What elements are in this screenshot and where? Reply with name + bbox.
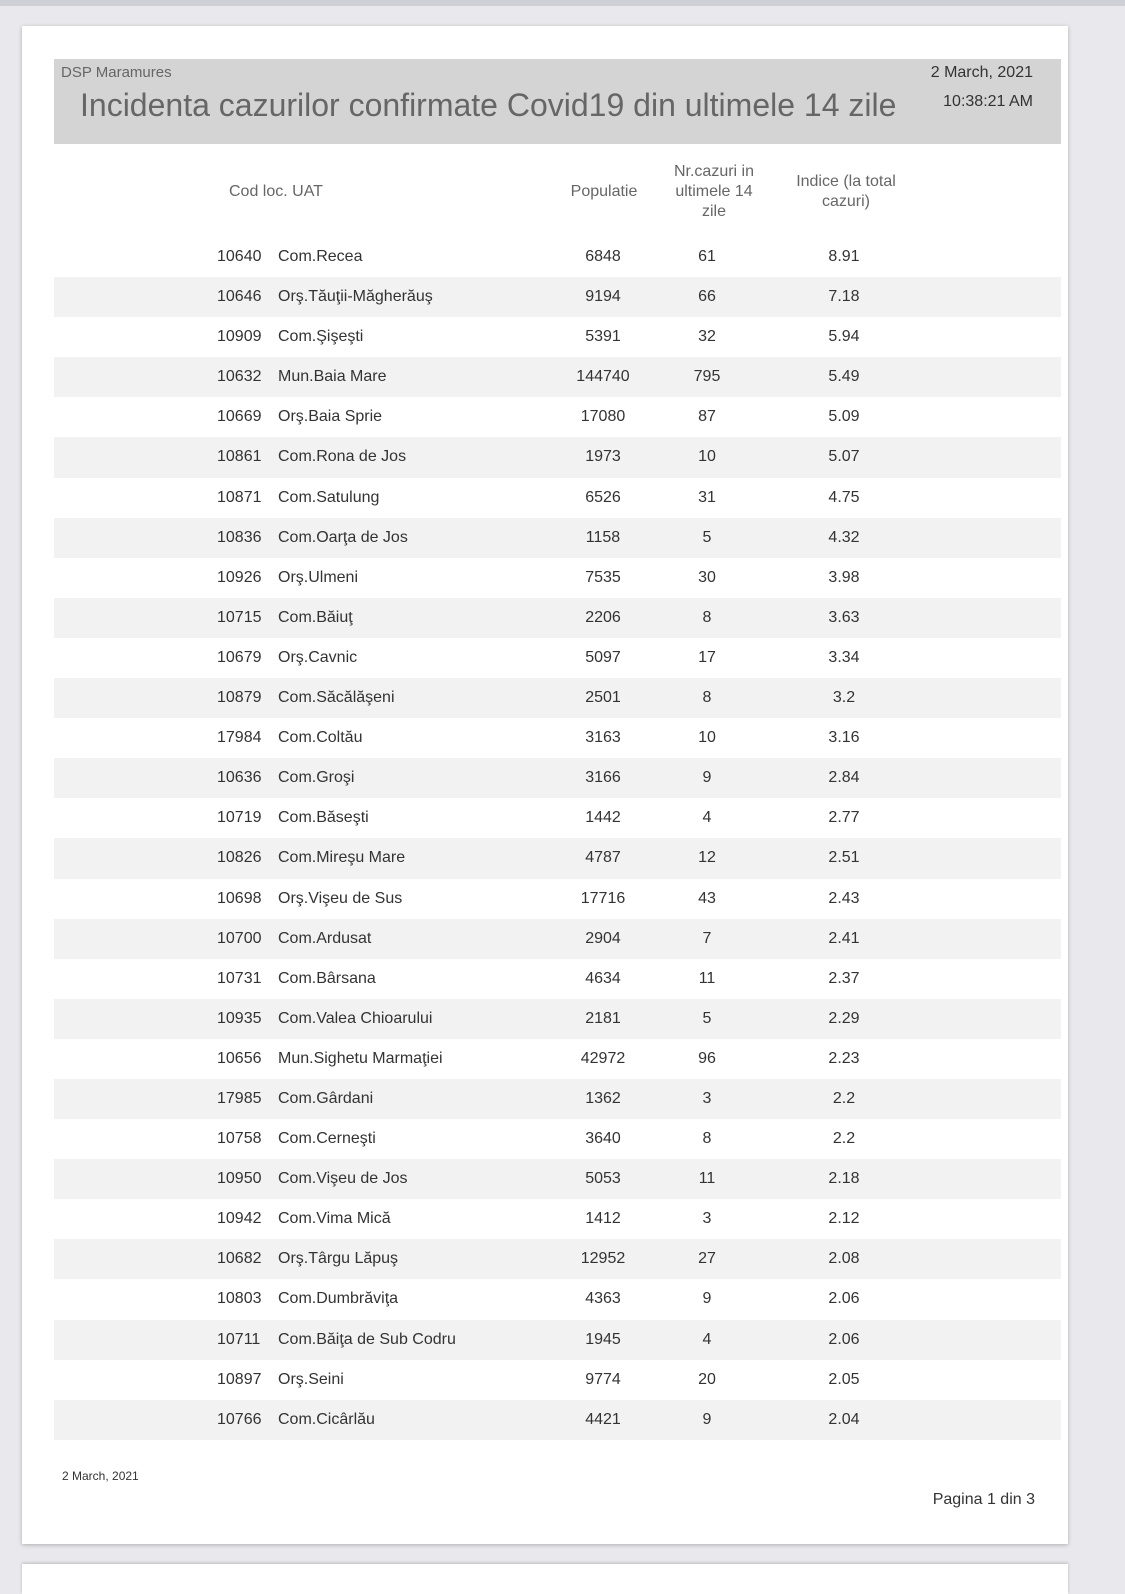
report-header [54,59,1061,144]
cell-cod: 10826 [217,849,262,867]
cell-locality: Orş.Tăuţii-Măgherăuş [278,288,433,306]
table-row [54,397,1061,437]
table-row [54,638,1061,678]
cell-nr-cazuri: 61 [698,248,716,265]
cell-indice: 2.84 [828,769,860,787]
cell-locality: Com.Bârsana [278,969,376,987]
cell-cod: 10669 [217,408,262,426]
viewer-top-edge [0,0,1125,6]
cell-indice: 2.18 [828,1170,860,1188]
table-row [54,838,1061,878]
cell-cod: 10632 [217,368,262,386]
cell-locality: Mun.Baia Mare [278,368,387,386]
cell-populatie: 9774 [585,1370,621,1388]
cell-indice: 3.34 [828,648,860,666]
cell-indice: 2.06 [828,1290,860,1308]
cell-nr-cazuri: 8 [702,1130,712,1148]
table-row [54,1239,1061,1279]
cell-locality: Com.Oarţa de Jos [278,528,408,546]
cell-locality: Com.Mireşu Mare [278,849,406,867]
cell-nr-cazuri: 32 [698,328,716,346]
cell-nr-cazuri: 20 [698,1370,716,1388]
cell-populatie: 17080 [580,408,626,426]
cell-locality: Orş.Cavnic [278,648,358,666]
cell-cod: 10698 [217,889,262,907]
cell-indice: 2.12 [828,1210,860,1228]
cell-indice: 2.2 [832,1130,856,1148]
cell-populatie: 3166 [585,769,621,787]
cell-locality: Orş.Ulmeni [278,568,359,586]
table-row [54,1279,1061,1319]
table-row [54,1119,1061,1159]
cell-nr-cazuri: 12 [698,849,716,867]
table-row [54,1199,1061,1239]
cell-nr-cazuri: 9 [702,769,712,787]
cell-cod: 10758 [217,1130,262,1148]
cell-locality: Com.Recea [278,248,363,265]
cell-indice: 2.23 [828,1049,860,1067]
cell-nr-cazuri: 30 [698,568,716,586]
table-row [54,919,1061,959]
cell-locality: Orş.Seini [278,1370,344,1388]
cell-indice: 8.91 [828,248,860,265]
cell-cod: 10636 [217,769,262,787]
cell-nr-cazuri: 4 [702,1330,712,1348]
cell-populatie: 2501 [585,689,621,707]
cell-cod: 10682 [217,1250,262,1268]
cell-locality: Com.Valea Chioarului [278,1009,433,1027]
cell-cod: 10646 [217,288,262,306]
header-time: 10:38:21 AM [943,93,1033,110]
column-header-indice-line2: cazuri) [821,193,870,210]
cell-indice: 3.63 [828,608,860,626]
cell-populatie: 2904 [585,929,621,947]
next-page-edge [22,1564,1068,1594]
column-header-indice-line1: Indice (la total [796,173,896,190]
table-row [54,598,1061,638]
cell-locality: Com.Vima Mică [278,1210,391,1228]
cell-populatie: 3640 [585,1130,621,1148]
cell-locality: Com.Băiţa de Sub Codru [278,1330,456,1348]
cell-populatie: 4363 [585,1290,621,1308]
cell-populatie: 144740 [576,368,630,386]
cell-indice: 7.18 [828,288,860,306]
cell-cod: 10640 [217,248,262,265]
table-row [54,237,1061,277]
table-row [54,798,1061,838]
cell-locality: Com.Gârdani [278,1089,374,1107]
cell-nr-cazuri: 10 [698,448,716,466]
cell-cod: 10766 [217,1410,262,1428]
table-row [54,1039,1061,1079]
column-header-nr-cazuri [659,162,769,222]
cell-locality: Com.Coltău [278,729,363,747]
cell-nr-cazuri: 9 [702,1290,712,1308]
cell-populatie: 4421 [585,1410,621,1428]
cell-cod: 10679 [217,648,262,666]
cell-locality: Com.Cicârlău [278,1410,375,1428]
column-header-nr-line1: Nr.cazuri in [673,163,755,180]
cell-cod: 10715 [217,608,262,626]
cell-indice: 3.2 [832,689,856,707]
table-row [54,1079,1061,1119]
cell-nr-cazuri: 11 [698,969,716,987]
cell-nr-cazuri: 3 [702,1210,712,1228]
cell-indice: 2.08 [828,1250,860,1268]
table-row [54,558,1061,598]
cell-indice: 2.29 [828,1009,860,1027]
cell-populatie: 1945 [585,1330,621,1348]
cell-locality: Orş.Vişeu de Sus [278,889,403,907]
cell-nr-cazuri: 66 [698,288,716,306]
cell-indice: 4.32 [828,528,860,546]
cell-nr-cazuri: 31 [698,488,716,506]
cell-cod: 10803 [217,1290,262,1308]
cell-locality: Com.Săcălăşeni [278,689,395,707]
page-number: Pagina 1 din 3 [932,1491,1035,1508]
cell-populatie: 2181 [585,1009,621,1027]
cell-indice: 5.09 [828,408,860,426]
cell-cod: 17985 [217,1089,262,1107]
table-row [54,999,1061,1039]
cell-populatie: 3163 [585,729,621,747]
cell-locality: Com.Rona de Jos [278,448,407,466]
table-row [54,437,1061,477]
report-title: Incidenta cazurilor confirmate Covid19 din ultimele 14 zile [80,87,897,123]
cell-nr-cazuri: 8 [702,608,712,626]
cell-locality: Com.Satulung [278,488,380,506]
table-row [54,1159,1061,1199]
cell-nr-cazuri: 11 [698,1170,716,1188]
table-row [54,678,1061,718]
cell-cod: 10897 [217,1370,262,1388]
cell-populatie: 5053 [585,1170,621,1188]
cell-nr-cazuri: 5 [702,528,712,546]
cell-nr-cazuri: 17 [698,648,716,666]
cell-populatie: 1412 [585,1210,621,1228]
cell-indice: 3.98 [828,568,860,586]
table-row [54,478,1061,518]
cell-locality: Com.Băiuţ [278,608,353,626]
table-row [54,277,1061,317]
table-row [54,1360,1061,1400]
cell-cod: 10942 [217,1210,262,1228]
table-row [54,959,1061,999]
cell-nr-cazuri: 5 [702,1009,712,1027]
cell-nr-cazuri: 9 [702,1410,712,1428]
header-date: 2 March, 2021 [930,64,1033,81]
cell-nr-cazuri: 96 [698,1049,716,1067]
cell-populatie: 5391 [585,328,621,346]
cell-populatie: 6848 [585,248,621,265]
table-row [54,1320,1061,1360]
table-row [54,718,1061,758]
cell-populatie: 2206 [585,608,621,626]
table-row [54,317,1061,357]
cell-locality: Com.Groşi [278,769,355,787]
cell-cod: 10731 [217,969,262,987]
cell-indice: 5.94 [828,328,860,346]
cell-cod: 10909 [217,328,262,346]
cell-indice: 2.43 [828,889,860,907]
cell-populatie: 7535 [585,568,621,586]
footer-date: 2 March, 2021 [62,1469,139,1483]
incidence-table [54,237,1061,1440]
cell-indice: 5.07 [828,448,860,466]
cell-locality: Com.Ardusat [278,929,372,947]
cell-cod: 10935 [217,1009,262,1027]
cell-cod: 10861 [217,448,262,466]
cell-populatie: 4634 [585,969,621,987]
cell-indice: 5.49 [828,368,860,386]
cell-cod: 17984 [217,729,262,747]
report-page [22,26,1068,1544]
cell-indice: 2.2 [832,1089,856,1107]
cell-populatie: 1158 [585,528,621,546]
cell-nr-cazuri: 7 [702,929,712,947]
cell-populatie: 1442 [585,809,621,827]
column-header-nr-line3: zile [701,203,726,220]
cell-locality: Com.Şişeşti [278,328,364,346]
cell-indice: 2.77 [828,809,860,827]
cell-populatie: 9194 [585,288,621,306]
cell-indice: 4.75 [828,488,860,506]
cell-nr-cazuri: 27 [698,1250,716,1268]
cell-locality: Com.Băseşti [278,809,369,827]
cell-indice: 2.05 [828,1370,860,1388]
cell-indice: 2.04 [828,1410,860,1428]
cell-locality: Mun.Sighetu Marmaţiei [278,1049,443,1067]
table-row [54,758,1061,798]
cell-cod: 10926 [217,568,262,586]
cell-locality: Orş.Târgu Lăpuş [278,1250,399,1268]
column-header-indice [782,172,910,212]
cell-populatie: 4787 [585,849,621,867]
cell-cod: 10719 [217,809,262,827]
cell-populatie: 12952 [580,1250,626,1268]
cell-populatie: 1362 [585,1089,621,1107]
column-header-nr-line2: ultimele 14 [675,183,753,200]
cell-cod: 10871 [217,488,262,506]
cell-nr-cazuri: 795 [693,368,721,386]
table-row [54,357,1061,397]
cell-populatie: 6526 [585,488,621,506]
table-row [54,518,1061,558]
cell-cod: 10700 [217,929,262,947]
cell-indice: 2.37 [828,969,860,987]
cell-nr-cazuri: 87 [698,408,716,426]
cell-cod: 10711 [217,1330,261,1348]
cell-locality: Com.Cerneşti [278,1130,376,1148]
cell-nr-cazuri: 4 [702,809,712,827]
cell-populatie: 42972 [580,1049,626,1067]
cell-indice: 2.51 [828,849,860,867]
cell-indice: 2.06 [828,1330,860,1348]
cell-cod: 10879 [217,689,262,707]
cell-nr-cazuri: 10 [698,729,716,747]
cell-nr-cazuri: 8 [702,689,712,707]
table-row [54,879,1061,919]
cell-locality: Com.Vişeu de Jos [278,1170,408,1188]
cell-nr-cazuri: 3 [702,1089,712,1107]
cell-populatie: 5097 [585,648,621,666]
cell-populatie: 1973 [585,448,621,466]
cell-cod: 10656 [217,1049,262,1067]
column-header-populatie: Populatie [570,183,638,200]
cell-indice: 3.16 [828,729,860,747]
cell-nr-cazuri: 43 [698,889,716,907]
organization-label: DSP Maramures [61,64,172,81]
cell-cod: 10836 [217,528,262,546]
cell-indice: 2.41 [828,929,860,947]
cell-locality: Com.Dumbrăviţa [278,1290,399,1308]
cell-populatie: 17716 [580,889,626,907]
table-row [54,1400,1061,1440]
column-header-cod: Cod loc. UAT [229,183,323,200]
cell-cod: 10950 [217,1170,262,1188]
cell-locality: Orş.Baia Sprie [278,408,383,426]
